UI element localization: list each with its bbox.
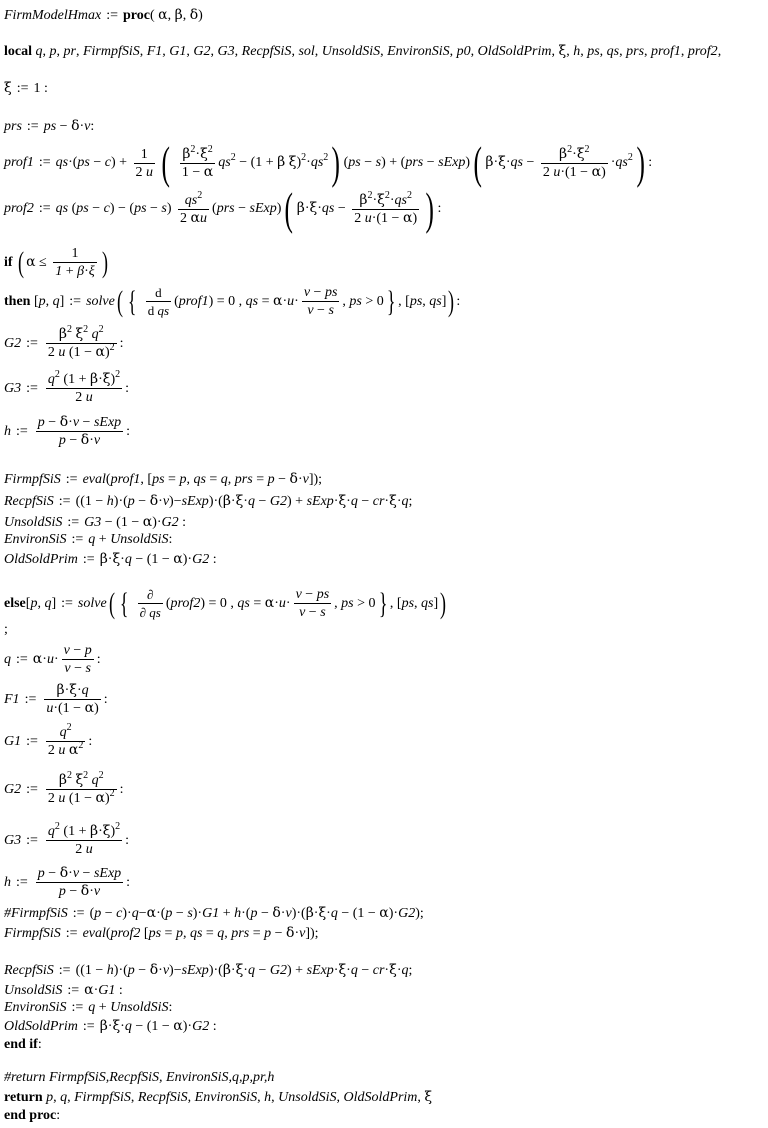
firmpf-comment[interactable]: #FirmpfSiS := (p − c)·q−α·(p − s)·G1 + h·(p − δ·v)·(β·ξ·q − (1 − α)·G2); <box>4 905 424 921</box>
xi-assignment[interactable]: ξ := 1 : <box>4 80 48 96</box>
q-else[interactable]: q := α·u· $\frac{v - p}{v - s}$ : <box>4 643 101 677</box>
h-else[interactable]: h := p − δ·v − sExp p − δ·v : <box>4 865 131 900</box>
unsold-then[interactable]: UnsoldSiS := G3 − (1 − α)·G2 : <box>4 514 187 530</box>
oldsold-else[interactable]: OldSoldPrim := β·ξ·q − (1 − α)·G2 : <box>4 1018 217 1034</box>
return-statement[interactable]: return p, q, FirmpfSiS, RecpfSiS, EnvironSiS, h, UnsoldSiS, OldSoldPrim, ξ <box>4 1089 433 1105</box>
else-solve[interactable]: else[p, q] := solve( { ∂ ∂ qs (prof2) = 0 , qs = α·u· $\frac{v - ps}{v - s}$ , ps > 0} , [ps, qs]) <box>4 586 447 621</box>
then-solve[interactable]: then [p, q] := solve( { $\frac{d}{\text{d qs}}$ (prof1) = 0 , qs = α·u· $\frac{v - ps}{v - s}$ , ps > 0} , [ps, qs]) : <box>4 284 461 319</box>
prs-assignment[interactable]: prs := ps − δ·v: <box>4 118 95 134</box>
g3-then[interactable]: G3 := $\frac{q^2 (1 + \beta\cdot\xi)^2}{2 u}$ : <box>4 369 130 406</box>
local-declaration[interactable]: local q, p, pr, FirmpfSiS, F1, G1, G2, G3, RecpfSiS, sol, UnsoldSiS, EnvironSiS, p0, OldSoldPrim, ξ, h, ps, qs, prs, prof1, prof2, <box>4 43 722 59</box>
semicolon-line: ; <box>4 622 8 637</box>
firmpf-then[interactable]: FirmpfSiS := eval(prof1, [ps = p, qs = q, prs = p − δ·v]); <box>4 471 323 487</box>
proc-header[interactable]: FirmModelHmax := proc( α, β, δ) <box>4 7 203 23</box>
h-then[interactable]: h := p − δ·v − sExp p − δ·v : <box>4 414 131 449</box>
environ-then[interactable]: EnvironSiS := q + UnsoldSiS: <box>4 532 173 547</box>
recpf-then[interactable]: RecpfSiS := ((1 − h)·(p − δ·v)−sExp)·(β·ξ·q − G2) + sExp·ξ·q − cr·ξ·q; <box>4 493 413 509</box>
oldsold-then[interactable]: OldSoldPrim := β·ξ·q − (1 − α)·G2 : <box>4 551 217 567</box>
if-condition[interactable]: if ( α ≤ $\frac{1}{1 + \beta\cdot\xi}$ ) <box>4 245 108 280</box>
environ-else[interactable]: EnvironSiS := q + UnsoldSiS: <box>4 1000 173 1015</box>
firmpf-else[interactable]: FirmpfSiS := eval(prof2 [ps = p, qs = q, prs = p − δ·v]); <box>4 925 319 941</box>
g1-else[interactable]: G1 := $\frac{q^2}{2 u \alpha^2}$ : <box>4 722 93 759</box>
end-proc[interactable]: end proc: <box>4 1108 61 1123</box>
prof2-definition[interactable]: prof2 := qs (ps − c) − (ps − s) $\frac{qs^2}{2 \alpha u}$ (prs − sExp)( β·ξ·qs − $\frac{\beta^2\cdot\xi^2\cdot qs^2}{2 u\cdot(1 - \alpha)}$ ) : <box>4 183 442 234</box>
f1-else[interactable]: F1 := $\frac{\beta\cdot\xi\cdot q}{u\cdot(1 - \alpha)}$ : <box>4 682 108 717</box>
g2-else[interactable]: G2 := $\frac{\beta^2 \xi^2 q^2}{2 u (1 - \alpha)^2}$ : <box>4 770 124 807</box>
prof1-definition[interactable]: prof1 := qs·(ps − c) + $\frac{1}{2 u}$ ( $\frac{\beta^2\cdot\xi^2}{1 - \alpha}$ $qs^2 - (1 + \beta$ $\xi)^2\cdot qs^2$) (ps − s) + (prs − sExp)( β·ξ·qs − $\frac{\beta^2\cdot\xi^2}{2 u\cdot(1 - \alpha)}$ $\cdot qs^2$) : <box>4 137 653 188</box>
unsold-else[interactable]: UnsoldSiS := α·G1 : <box>4 982 123 998</box>
return-comment[interactable]: #return FirmpfSiS,RecpfSiS, EnvironSiS,q,p,pr,h <box>4 1070 275 1085</box>
g2-then[interactable]: G2 := $\frac{\beta^2 \xi^2 q^2}{2 u (1 - \alpha)^2}$ : <box>4 324 124 361</box>
recpf-else[interactable]: RecpfSiS := ((1 − h)·(p − δ·v)−sExp)·(β·ξ·q − G2) + sExp·ξ·q − cr·ξ·q; <box>4 962 413 978</box>
g3-else[interactable]: G3 := $\frac{q^2 (1 + \beta\cdot\xi)^2}{2 u}$ : <box>4 821 130 858</box>
endif-line[interactable]: end if: <box>4 1037 42 1052</box>
